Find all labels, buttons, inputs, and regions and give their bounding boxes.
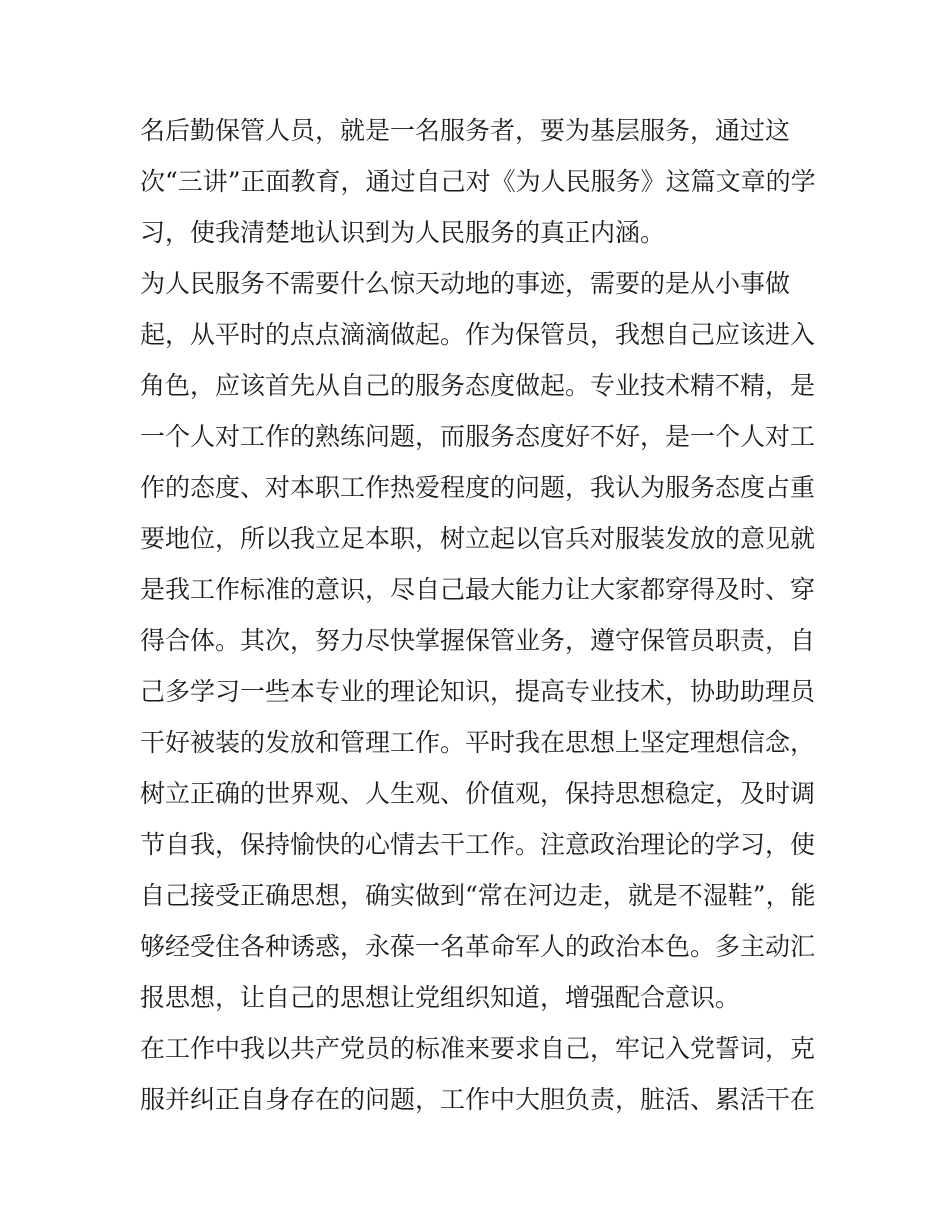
text-line-4: 为人民服务不需要什么惊天动地的事迹，需要的是从小事做 bbox=[140, 269, 791, 298]
document-body bbox=[140, 105, 815, 1125]
text-line-13: 干好被装的发放和管理工作。平时我在思想上坚定理想信念， bbox=[140, 728, 816, 757]
text-line-17: 够经受住各种诱惑，永葆一名革命军人的政治本色。多主动汇 bbox=[140, 932, 816, 961]
text-line-6: 角色，应该首先从自己的服务态度做起。专业技术精不精，是 bbox=[140, 371, 816, 400]
text-line-19: 在工作中我以共产党员的标准来要求自己，牢记入党誓词，克 bbox=[140, 1034, 816, 1063]
text-line-15: 节自我，保持愉快的心情去干工作。注意政治理论的学习，使 bbox=[140, 830, 816, 859]
text-line-18: 报思想，让自己的思想让党组织知道，增强配合意识。 bbox=[140, 983, 741, 1012]
text-line-14: 树立正确的世界观、人生观、价值观，保持思想稳定，及时调 bbox=[140, 779, 816, 808]
text-line-5: 起，从平时的点点滴滴做起。作为保管员，我想自己应该进入 bbox=[140, 320, 816, 349]
text-line-11: 得合体。其次，努力尽快掌握保管业务，遵守保管员职责，自 bbox=[140, 626, 816, 655]
text-line-1: 名后勤保管人员，就是一名服务者，要为基层服务，通过这 bbox=[140, 116, 791, 145]
text-line-8: 作的态度、对本职工作热爱程度的问题，我认为服务态度占重 bbox=[140, 473, 816, 502]
text-line-3: 习，使我清楚地认识到为人民服务的真正内涵。 bbox=[140, 218, 666, 247]
text-line-7: 一个人对工作的熟练问题，而服务态度好不好，是一个人对工 bbox=[140, 422, 816, 451]
text-line-12: 己多学习一些本专业的理论知识，提高专业技术，协助助理员 bbox=[140, 677, 816, 706]
text-line-10: 是我工作标准的意识，尽自己最大能力让大家都穿得及时、穿 bbox=[140, 575, 816, 604]
text-line-20: 服并纠正自身存在的问题，工作中大胆负责，脏活、累活干在 bbox=[140, 1085, 816, 1114]
text-line-2: 次“三讲”正面教育，通过自己对《为人民服务》这篇文章的学 bbox=[140, 167, 816, 196]
text-line-9: 要地位，所以我立足本职，树立起以官兵对服装发放的意见就 bbox=[140, 524, 816, 553]
text-line-16: 自己接受正确思想，确实做到“常在河边走，就是不湿鞋”，能 bbox=[140, 881, 816, 910]
